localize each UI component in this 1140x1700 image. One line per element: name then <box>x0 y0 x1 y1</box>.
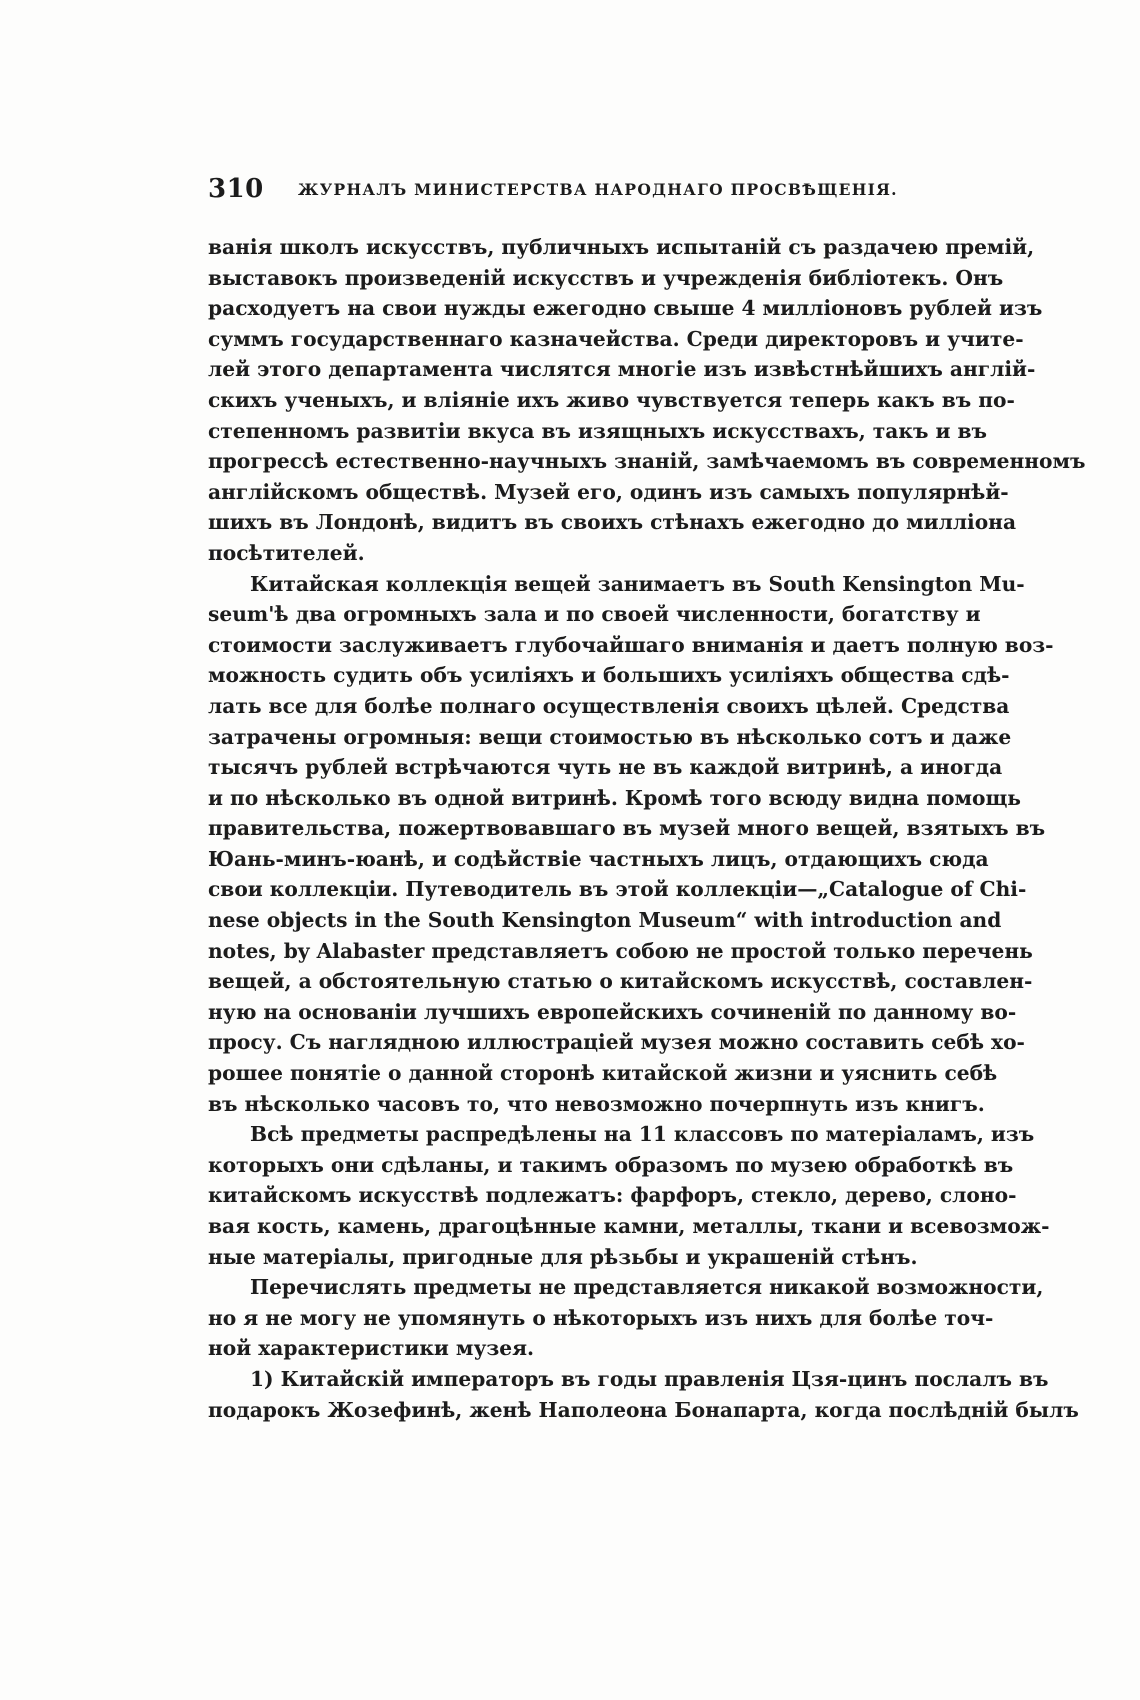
text-line: лать все для болѣе полнаго осуществленія своихъ цѣлей. Средства <box>208 693 1010 718</box>
paragraph-end-line: въ нѣсколько часовъ то, что невозможно почерпнуть изъ книгъ. <box>208 1091 985 1116</box>
text-line: вещей, а обстоятельную статью о китайскомъ искусствѣ, составлен- <box>208 969 1033 994</box>
paragraph-start-line: Всѣ предметы распредѣлены на 11 классовъ по матеріаламъ, изъ <box>250 1122 1035 1147</box>
text-line: подарокъ Жозефинѣ, женѣ Наполеона Бонапарта, когда послѣдній былъ <box>208 1397 1079 1422</box>
text-line: ную на основаніи лучшихъ европейскихъ сочиненій по данному во- <box>208 999 1017 1024</box>
text-line: можность судить объ усиліяхъ и большихъ усиліяхъ общества сдѣ- <box>208 663 1010 688</box>
paragraph-end-line: ные матеріалы, пригодные для рѣзьбы и украшеній стѣнъ. <box>208 1244 918 1269</box>
text-line: но я не могу не упомянуть о нѣкоторыхъ изъ нихъ для болѣе точ- <box>208 1305 994 1330</box>
text-line: nese objects in the South Kensington Museum“ with introduction and <box>208 908 1002 933</box>
text-line: лей этого департамента числятся многіе изъ извѣстнѣйшихъ англій- <box>208 357 1036 382</box>
paragraph-start-line: 1) Китайскій императоръ въ годы правленія Цзя-цинъ послалъ въ <box>250 1366 1049 1391</box>
text-line: китайскомъ искусствѣ подлежатъ: фарфоръ, стекло, дерево, слоно- <box>208 1183 1017 1208</box>
running-title: ЖУРНАЛЪ МИНИСТЕРСТВА НАРОДНАГО ПРОСВѢЩЕНІЯ. <box>298 180 898 199</box>
text-line: скихъ ученыхъ, и вліяніе ихъ живо чувствуется теперь какъ въ по- <box>208 387 1015 412</box>
text-line: которыхъ они сдѣланы, и такимъ образомъ по музею обработкѣ въ <box>208 1152 1014 1177</box>
text-line: ванія школъ искусствъ, публичныхъ испытаній съ раздачею премій, <box>208 235 1035 259</box>
text-line: просу. Съ наглядною иллюстраціей музея можно составить себѣ хо- <box>208 1030 1025 1055</box>
paragraph-end-line: ной характеристики музея. <box>208 1336 535 1361</box>
text-line: прогрессѣ естественно-научныхъ знаній, замѣчаемомъ въ современномъ <box>208 449 1086 474</box>
text-line: шихъ въ Лондонѣ, видитъ въ своихъ стѣнахъ ежегодно до милліона <box>208 510 1017 535</box>
body-text <box>208 232 1086 1425</box>
page-number: 310 <box>208 174 264 204</box>
paragraph-start-line: Перечислять предметы не представляется никакой возможности, <box>250 1275 1044 1300</box>
text-line: суммъ государственнаго казначейства. Среди директоровъ и учите- <box>208 326 1024 351</box>
text-line: англійскомъ обществѣ. Музей его, одинъ изъ самыхъ популярнѣй- <box>208 479 1009 504</box>
text-line: правительства, пожертвовавшаго въ музей много вещей, взятыхъ въ <box>208 816 1046 841</box>
text-line: стоимости заслуживаетъ глубочайшаго вниманія и даетъ полную воз- <box>208 632 1054 657</box>
text-line: вая кость, камень, драгоцѣнные камни, металлы, ткани и всевозмож- <box>208 1214 1050 1238</box>
text-line: затрачены огромныя: вещи стоимостью въ нѣсколько сотъ и даже <box>208 724 1012 749</box>
text-line: рошее понятіе о данной сторонѣ китайской жизни и уяснить себѣ <box>208 1061 998 1086</box>
text-line: расходуетъ на свои нужды ежегодно свыше 4 милліоновъ рублей изъ <box>208 296 1043 321</box>
text-line: и по нѣсколько въ одной витринѣ. Кромѣ того всюду видна помощь <box>208 785 1022 810</box>
text-line: выставокъ произведеній искусствъ и учрежденія библіотекъ. Онъ <box>208 265 1004 290</box>
text-line: seum'ѣ два огромныхъ зала и по своей численности, богатству и <box>208 602 981 627</box>
text-line: степенномъ развитіи вкуса въ изящныхъ искусствахъ, такъ и въ <box>208 418 987 443</box>
text-line: тысячъ рублей встрѣчаются чуть не въ каждой витринѣ, а иногда <box>208 755 1003 780</box>
paragraph-start-line: Китайская коллекція вещей занимаетъ въ South Kensington Mu- <box>250 571 1025 596</box>
text-line: свои коллекціи. Путеводитель въ этой коллекціи—„Catalogue of Chi- <box>208 877 1027 902</box>
paragraph-end-line: посѣтителей. <box>208 540 365 565</box>
text-line: notes, by Alabaster представляетъ собою не простой только перечень <box>208 938 1033 963</box>
text-line: Юань-минъ-юанѣ, и содѣйствіе частныхъ лицъ, отдающихъ сюда <box>208 846 989 871</box>
page-header <box>208 174 968 214</box>
